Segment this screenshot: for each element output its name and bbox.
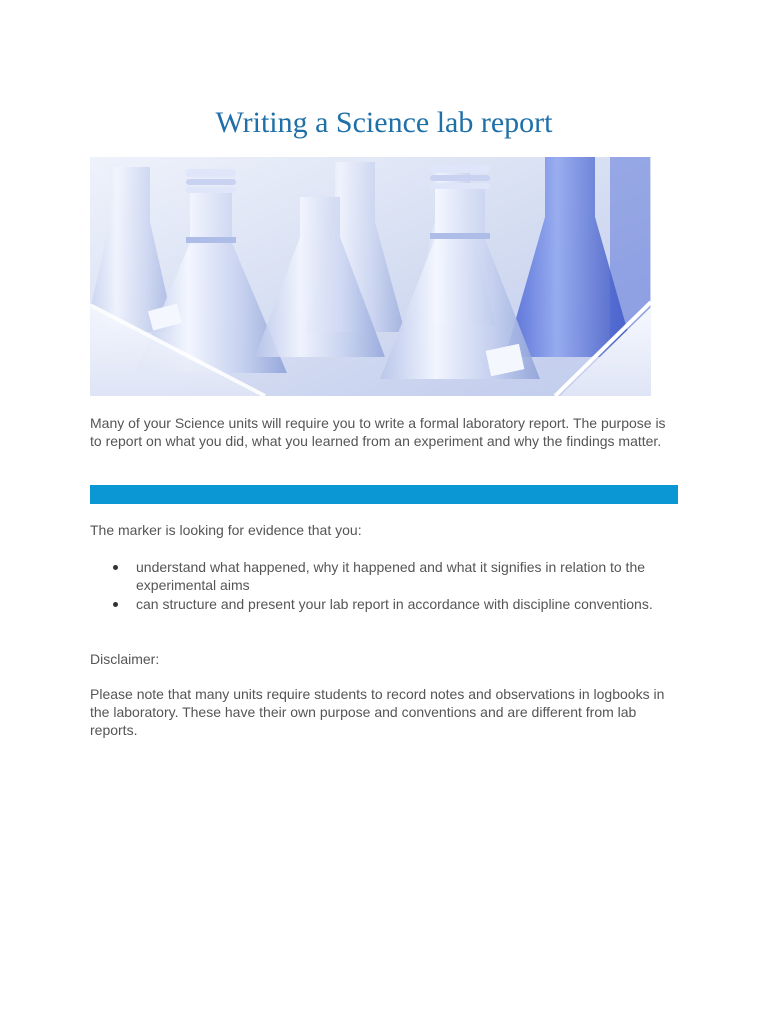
list-item — [90, 595, 680, 613]
lab-flasks-image — [90, 157, 651, 396]
page-title: Writing a Science lab report — [215, 106, 553, 139]
intro-paragraph: Many of your Science units will require you to write a formal laboratory report. The purpose is to report on what you did, what you learned from an experiment and why the findings matter. — [90, 415, 666, 449]
list-item — [90, 558, 680, 594]
disclaimer-heading: Disclaimer: — [90, 651, 160, 667]
bullet-icon — [113, 602, 118, 607]
list-item-text: understand what happened, why it happened and what it signifies in relation to the experimental aims — [136, 559, 646, 593]
section-divider-bar — [90, 485, 678, 504]
marker-lead-text: The marker is looking for evidence that you: — [90, 522, 362, 538]
disclaimer-paragraph: Please note that many units require students to record notes and observations in logbooks in the laboratory. These have their own purpose and conventions and are different from lab reports. — [90, 686, 665, 738]
bullet-icon — [113, 565, 118, 570]
list-item-text: can structure and present your lab report in accordance with discipline conventions. — [136, 596, 653, 612]
evidence-list — [90, 558, 680, 614]
